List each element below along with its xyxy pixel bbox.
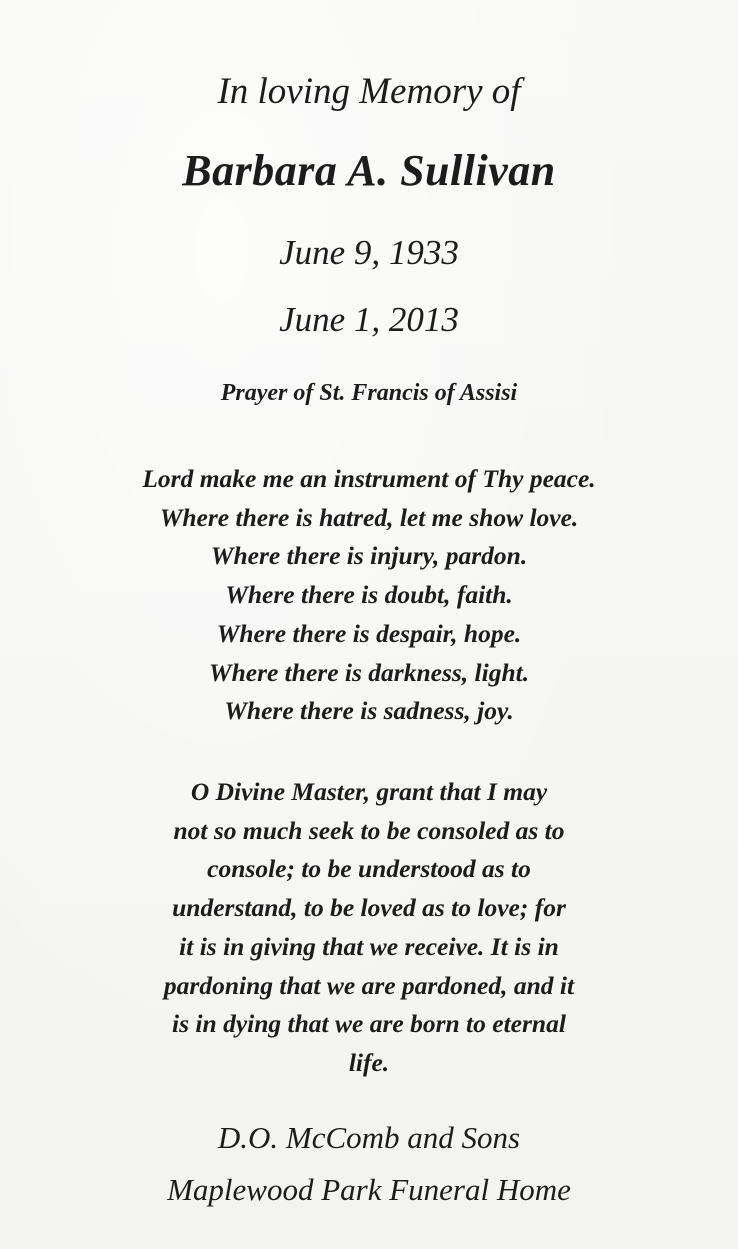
prayer-title: Prayer of St. Francis of Assisi	[220, 380, 518, 406]
prayer-line: not so much seek to be consoled as to	[173, 815, 565, 845]
birth-date: June 9, 1933	[279, 233, 459, 272]
prayer-line: O Divine Master, grant that I may	[190, 777, 548, 806]
prayer-line: Where there is hatred, let me show love.	[159, 502, 579, 532]
funeral-home-name: D.O. McComb and Sons	[217, 1120, 521, 1155]
prayer-stanza-1	[0, 460, 738, 731]
prayer-line: Where there is injury, pardon.	[210, 541, 528, 571]
prayer-line: life.	[348, 1047, 390, 1077]
prayer-line: Lord make me an instrument of Thy peace.	[142, 464, 596, 493]
memorial-header: In loving Memory of	[217, 71, 521, 112]
death-date: June 1, 2013	[279, 300, 459, 339]
prayer-line: Where there is despair, hope.	[216, 618, 522, 648]
prayer-line: Where there is sadness, joy.	[224, 696, 514, 726]
prayer-stanza-2	[0, 773, 738, 1083]
funeral-home-location: Maplewood Park Funeral Home	[167, 1172, 571, 1207]
prayer-line: console; to be understood as to	[207, 854, 531, 884]
prayer-line: pardoning that we are pardoned, and it	[163, 970, 575, 1000]
prayer-line: is in dying that we are born to eternal	[172, 1009, 566, 1039]
prayer-line: understand, to be loved as to love; for	[172, 893, 566, 923]
prayer-line: Where there is doubt, faith.	[225, 580, 513, 610]
prayer-line: it is in giving that we receive. It is in	[179, 931, 559, 961]
prayer-line: Where there is darkness, light.	[208, 657, 530, 687]
deceased-name: Barbara A. Sullivan	[182, 146, 556, 195]
